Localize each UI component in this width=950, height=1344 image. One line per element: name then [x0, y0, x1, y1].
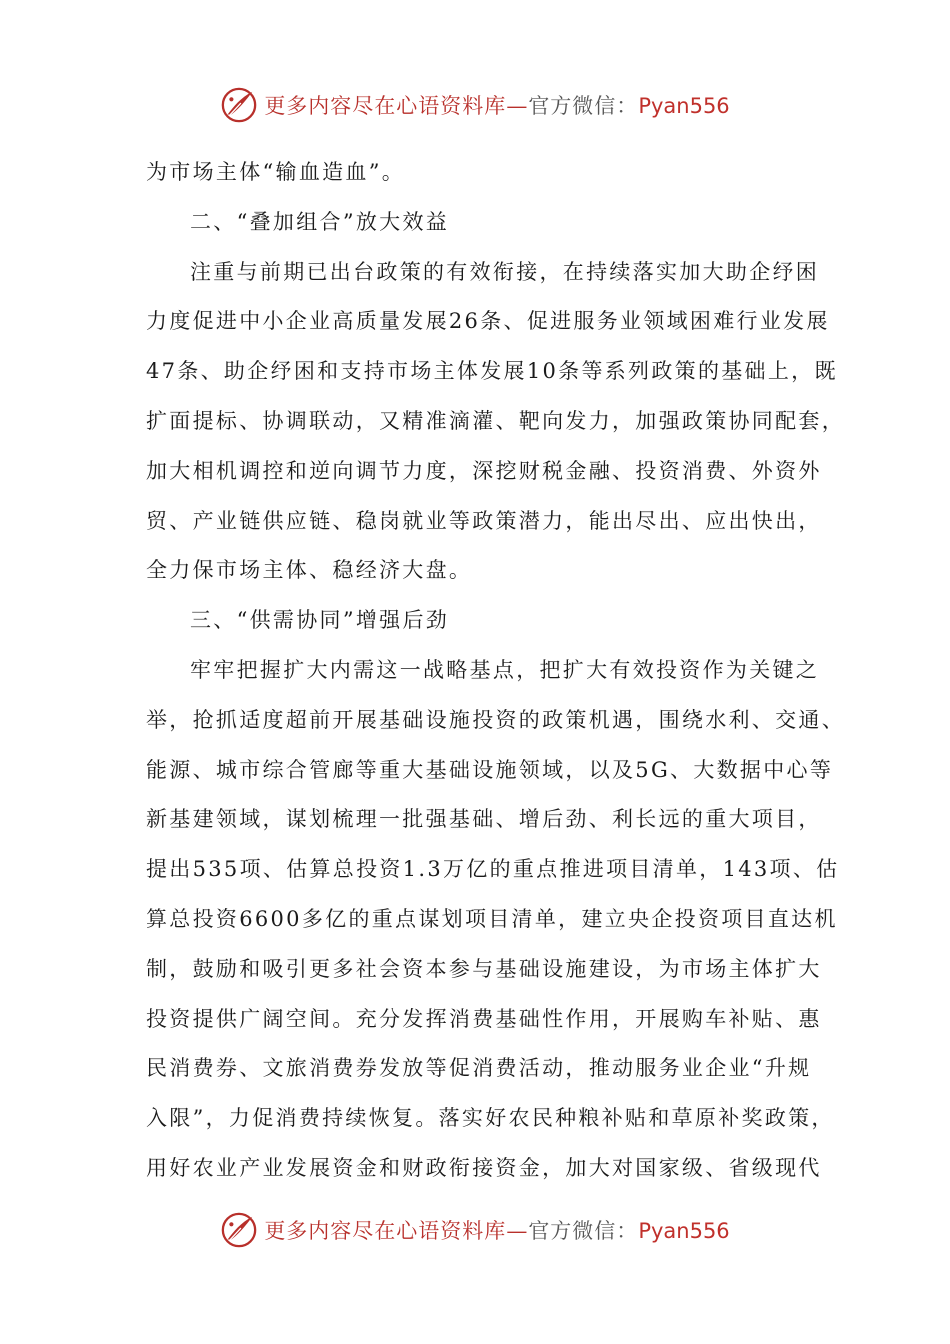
paragraph-line: 力度促进中小企业高质量发展26条、促进服务业领域困难行业发展 [146, 309, 830, 334]
paragraph-line: 能源、城市综合管廊等重大基础设施领域，以及5G、大数据中心等 [146, 757, 834, 782]
paragraph-line: 投资提供广阔空间。充分发挥消费基础性作用，开展购车补贴、惠 [146, 1006, 822, 1031]
watermark-text: 更多内容尽在心语资料库—官方微信：Pyan556 [264, 1219, 730, 1243]
section-heading: 三、“供需协同”增强后劲 [190, 608, 450, 633]
quill-logo-icon [220, 86, 258, 124]
paragraph-line: 制，鼓励和吸引更多社会资本参与基础设施建设，为市场主体扩大 [146, 956, 822, 981]
paragraph-line: 民消费券、文旅消费券发放等促消费活动，推动服务业企业“升规 [146, 1056, 812, 1081]
paragraph-line: 为市场主体“输血造血”。 [146, 160, 406, 184]
paragraph-line: 新基建领域，谋划梳理一批强基础、增后劲、利长远的重大项目， [146, 807, 822, 832]
paragraph-line: 举，抢抓适度超前开展基础设施投资的政策机遇，围绕水利、交通、 [146, 707, 845, 732]
paragraph-line: 注重与前期已出台政策的有效衔接，在持续落实加大助企纾困 [190, 259, 820, 284]
paragraph-line: 牢牢把握扩大内需这一战略基点，把扩大有效投资作为关键之 [190, 657, 820, 682]
paragraph-line: 算总投资6600多亿的重点谋划项目清单，建立央企投资项目直达机 [146, 906, 838, 931]
watermark-text: 更多内容尽在心语资料库—官方微信：Pyan556 [264, 94, 730, 118]
paragraph-line: 入限”，力促消费持续恢复。落实好农民种粮补贴和草原补奖政策， [146, 1106, 835, 1131]
watermark-banner-top [0, 83, 950, 127]
paragraph-line: 贸、产业链供应链、稳岗就业等政策潜力，能出尽出、应出快出， [146, 508, 822, 533]
quill-logo-icon [220, 1211, 258, 1249]
paragraph-line: 加大相机调控和逆向调节力度，深挖财税金融、投资消费、外资外 [146, 458, 822, 483]
paragraph-line: 扩面提标、协调联动，又精准滴灌、靶向发力，加强政策协同配套， [146, 408, 845, 433]
watermark-banner-bottom [0, 1208, 950, 1252]
paragraph-line: 全力保市场主体、稳经济大盘。 [146, 558, 473, 583]
paragraph-line: 提出535项、估算总投资1.3万亿的重点推进项目清单，143项、估 [146, 857, 840, 882]
section-heading: 二、“叠加组合”放大效益 [190, 209, 450, 234]
paragraph-line: 47条、助企纾困和支持市场主体发展10条等系列政策的基础上，既 [146, 359, 838, 384]
paragraph-line: 用好农业产业发展资金和财政衔接资金，加大对国家级、省级现代 [146, 1155, 822, 1180]
document-body [146, 148, 845, 1194]
